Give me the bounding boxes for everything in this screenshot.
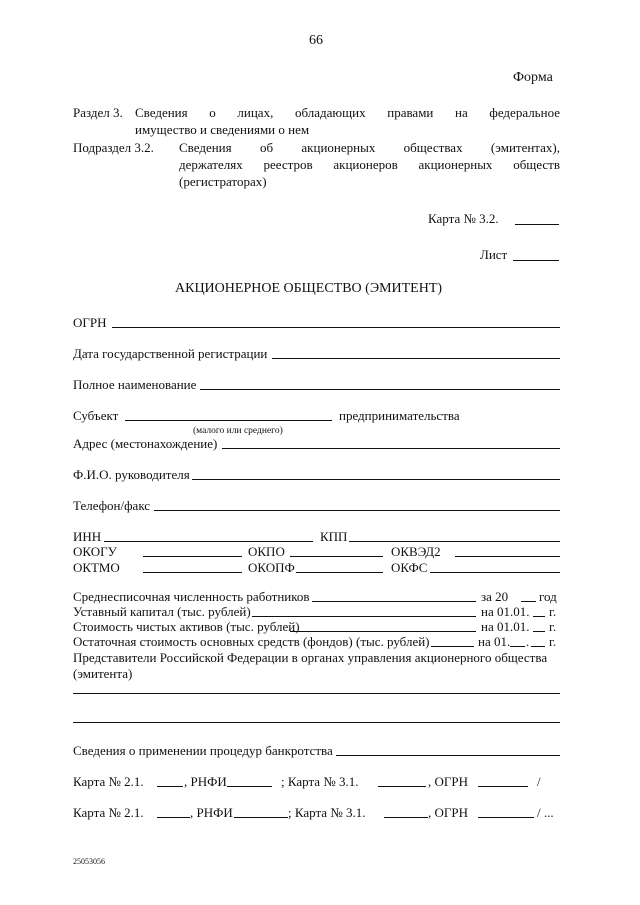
employees-year-field[interactable] [521, 601, 536, 602]
director-label: Ф.И.О. руководителя [73, 467, 190, 482]
ref-card31-label: ; Карта № 3.1. [288, 805, 366, 820]
ref-card31-field[interactable] [378, 786, 426, 787]
section-line-2: имущество и сведениями о нем [135, 122, 310, 137]
ref-tail: / [537, 774, 541, 789]
ref-ogrn-label: , ОГРН [428, 805, 469, 820]
net-assets-date-prefix: на 01.01. [481, 619, 530, 634]
subsection-line-2: держателях реестров акционеров акционерных обществ [179, 157, 560, 172]
page-number: 66 [309, 33, 323, 48]
sheet-label: Лист [480, 247, 508, 262]
kpp-field[interactable] [349, 541, 560, 542]
card-number-label: Карта № 3.2. [428, 211, 499, 226]
employees-year-prefix: за 20 [481, 589, 509, 604]
okogu-label: ОКОГУ [73, 544, 117, 559]
director-field[interactable] [192, 479, 560, 480]
employees-label: Среднесписочная численность работников [73, 589, 310, 604]
ref-rnfi-label: , РНФИ [190, 805, 233, 820]
address-label: Адрес (местонахождение) [73, 436, 218, 451]
okogu-field[interactable] [143, 556, 242, 557]
okopf-label: ОКОПФ [248, 560, 295, 575]
employees-field[interactable] [312, 601, 476, 602]
phone-label: Телефон/факс [73, 498, 151, 513]
reg-date-label: Дата государственной регистрации [73, 346, 268, 361]
okfs-label: ОКФС [391, 560, 428, 575]
okopf-field[interactable] [296, 572, 383, 573]
capital-date-suffix: г. [549, 604, 557, 619]
residual-date-suffix: г. [549, 634, 557, 649]
ref-card31-label: ; Карта № 3.1. [281, 774, 359, 789]
subsection-label: Подраздел 3.2. [73, 140, 154, 155]
residual-year-field[interactable] [531, 646, 545, 647]
representatives-field-1[interactable] [73, 693, 560, 694]
section-label: Раздел 3. [73, 105, 123, 120]
subsection-line-1: Сведения об акционерных обществах (эмитентах), [179, 140, 560, 155]
residual-label: Остаточная стоимость основных средств (фондов) (тыс. рублей) [73, 634, 430, 649]
bankruptcy-label: Сведения о применении процедур банкротства [73, 743, 333, 758]
phone-field[interactable] [154, 510, 560, 511]
ref-card31-field[interactable] [384, 817, 428, 818]
capital-field[interactable] [252, 616, 476, 617]
ref-rnfi-field[interactable] [227, 786, 272, 787]
entrepreneurship-label: предпринимательства [339, 408, 460, 423]
net-assets-field[interactable] [290, 631, 476, 632]
oktmo-label: ОКТМО [73, 560, 120, 575]
document-code: 25053056 [73, 857, 105, 866]
bankruptcy-field[interactable] [336, 755, 560, 756]
okfs-field[interactable] [430, 572, 560, 573]
capital-date-prefix: на 01.01. [481, 604, 530, 619]
residual-month-field[interactable] [510, 646, 525, 647]
net-assets-year-field[interactable] [533, 631, 545, 632]
representatives-line-1: Представители Российской Федерации в органах управления акционерного общества [73, 650, 548, 665]
ref-card21-field[interactable] [157, 786, 183, 787]
representatives-field-2[interactable] [73, 722, 560, 723]
okpo-label: ОКПО [248, 544, 285, 559]
residual-date-prefix: на 01. [478, 634, 511, 649]
okpo-field[interactable] [290, 556, 383, 557]
ref-card21-label: Карта № 2.1. [73, 805, 144, 820]
representatives-line-2: (эмитента) [73, 666, 133, 681]
ogrn-label: ОГРН [73, 315, 107, 330]
residual-date-dot: . [526, 634, 530, 649]
full-name-label: Полное наименование [73, 377, 197, 392]
net-assets-date-suffix: г. [549, 619, 557, 634]
ref-tail: / ... [537, 805, 554, 820]
form-label: Форма [513, 70, 553, 85]
employees-year-suffix: год [539, 589, 557, 604]
capital-label: Уставный капитал (тыс. рублей) [73, 604, 251, 619]
card-number-field[interactable] [515, 224, 559, 225]
ref-ogrn-field[interactable] [478, 786, 528, 787]
section-line-1: Сведения о лицах, обладающих правами на федеральное [135, 105, 560, 120]
ref-ogrn-field[interactable] [478, 817, 534, 818]
address-field[interactable] [222, 448, 560, 449]
subject-label: Субъект [73, 408, 119, 423]
inn-label: ИНН [73, 529, 102, 544]
ref-rnfi-label: , РНФИ [184, 774, 227, 789]
ref-rnfi-field[interactable] [234, 817, 288, 818]
reg-date-field[interactable] [272, 358, 560, 359]
residual-field[interactable] [431, 646, 474, 647]
kpp-label: КПП [320, 529, 348, 544]
ref-card21-label: Карта № 2.1. [73, 774, 144, 789]
sheet-field[interactable] [513, 260, 559, 261]
subject-field[interactable] [125, 420, 332, 421]
full-name-field[interactable] [200, 389, 560, 390]
subject-hint: (малого или среднего) [193, 426, 283, 436]
subsection-line-3: (регистраторах) [179, 174, 267, 189]
oktmo-field[interactable] [143, 572, 242, 573]
form-title: АКЦИОНЕРНОЕ ОБЩЕСТВО (ЭМИТЕНТ) [175, 281, 443, 296]
ref-card21-field[interactable] [157, 817, 190, 818]
okved2-label: ОКВЭД2 [391, 544, 441, 559]
inn-field[interactable] [104, 541, 313, 542]
ref-ogrn-label: , ОГРН [428, 774, 469, 789]
net-assets-label: Стоимость чистых активов (тыс. рублей) [73, 619, 300, 634]
ogrn-field[interactable] [112, 327, 560, 328]
capital-year-field[interactable] [533, 616, 545, 617]
okved2-field[interactable] [455, 556, 560, 557]
